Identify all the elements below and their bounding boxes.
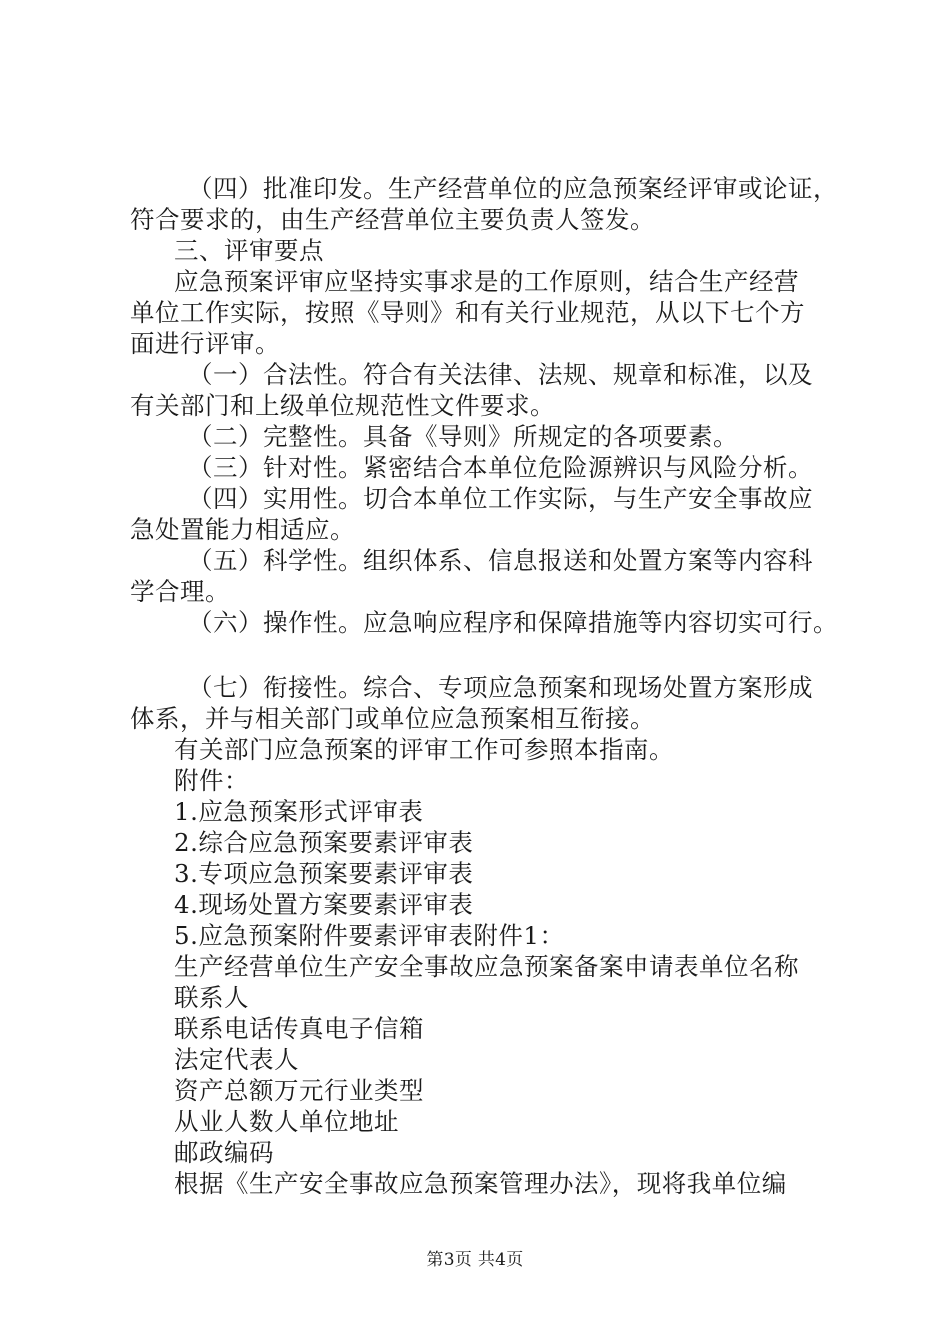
attachment-item: 4.现场处置方案要素评审表 [174,890,474,919]
paragraph-line: 有关部门应急预案的评审工作可参照本指南。 [174,735,674,764]
section-heading: 三、评审要点 [174,236,324,265]
blank-line [130,638,850,672]
form-line: 联系人 [174,983,249,1012]
paragraph-line: （五）科学性。组织体系、信息报送和处置方案等内容科 [188,546,813,575]
paragraph-line: （六）操作性。应急响应程序和保障措施等内容切实可行。 [188,608,838,637]
attachment-item: 3.专项应急预案要素评审表 [174,859,474,888]
form-line: 生产经营单位生产安全事故应急预案备案申请表单位名称 [174,952,799,981]
attachment-item: 5.应急预案附件要素评审表附件1： [174,921,565,950]
form-line: 邮政编码 [174,1138,274,1167]
paragraph-line: 单位工作实际，按照《导则》和有关行业规范，从以下七个方 [130,298,805,327]
paragraph-line: （三）针对性。紧密结合本单位危险源辨识与风险分析。 [188,453,813,482]
form-line: 资产总额万元行业类型 [174,1076,424,1105]
paragraph-line: （四）实用性。切合本单位工作实际，与生产安全事故应 [188,484,813,513]
attachment-heading: 附件： [174,766,249,795]
paragraph-line: 有关部门和上级单位规范性文件要求。 [130,391,555,420]
form-line: 联系电话传真电子信箱 [174,1014,424,1043]
page-footer: 第3页 共4页 [426,1250,524,1270]
paragraph-line: 急处置能力相适应。 [130,515,355,544]
paragraph-line: （四）批准印发。生产经营单位的应急预案经评审或论证， [188,174,838,203]
form-line: 从业人数人单位地址 [174,1107,399,1136]
document-body [130,173,850,1199]
paragraph-line: （七）衔接性。综合、专项应急预案和现场处置方案形成 [188,673,813,702]
paragraph-line: （一）合法性。符合有关法律、法规、规章和标准，以及 [188,360,813,389]
paragraph-line: 学合理。 [130,577,230,606]
paragraph-line: 符合要求的，由生产经营单位主要负责人签发。 [130,205,655,234]
attachment-item: 2.综合应急预案要素评审表 [174,828,474,857]
form-line: 法定代表人 [174,1045,299,1074]
paragraph-line: 体系，并与相关部门或单位应急预案相互衔接。 [130,704,655,733]
paragraph-line: 根据《生产安全事故应急预案管理办法》，现将我单位编 [174,1169,787,1198]
paragraph-line: 面进行评审。 [130,329,280,358]
paragraph-line: 应急预案评审应坚持实事求是的工作原则，结合生产经营 [174,267,799,296]
attachment-item: 1.应急预案形式评审表 [174,797,424,826]
paragraph-line: （二）完整性。具备《导则》所规定的各项要素。 [188,422,738,451]
